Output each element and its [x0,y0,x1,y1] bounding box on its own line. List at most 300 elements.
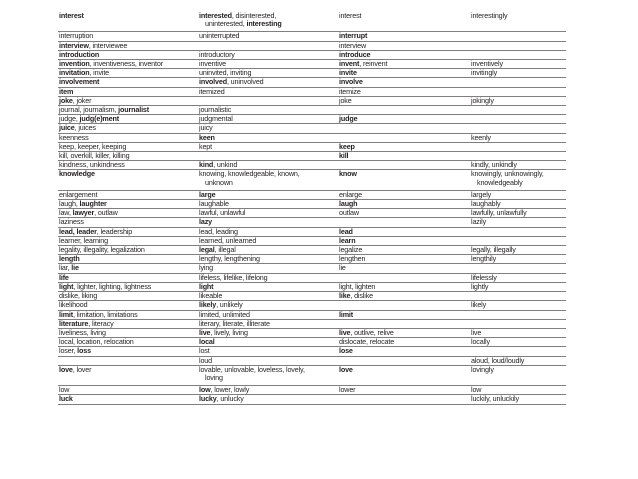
table-row [58,338,566,347]
adjective-cell [198,264,338,273]
adverb-cell [470,60,566,69]
word-family-table-sheet [58,12,566,405]
adverb-cell [470,347,566,356]
bold-word: low [199,385,211,395]
word-text: laughable [199,199,229,209]
bold-word: like [339,291,351,301]
adverb-cell [470,87,566,96]
adverb-cell [470,273,566,282]
adjective-cell [198,133,338,142]
adverb-cell [470,152,566,161]
word-text: luckily, unluckily [471,394,519,404]
adjective-cell [198,41,338,50]
adjective-cell [198,106,338,115]
bold-word: joke [59,96,73,105]
word-text: laughably [471,199,501,209]
word-text: enlarge [339,190,362,199]
bold-word: invention [59,59,90,69]
adverb-cell [470,32,566,41]
noun-cell [58,32,198,41]
word-text: kill, overkill, killer, killing [59,151,130,161]
word-text: , interviewee [88,41,128,50]
adverb-cell [470,218,566,227]
table-row [58,273,566,282]
adjective-cell [198,227,338,236]
verb-cell [338,96,470,105]
table-row [58,347,566,356]
noun-cell [58,106,198,115]
verb-cell [338,152,470,161]
adjective-cell [198,338,338,347]
table-row [58,282,566,291]
table-row [58,218,566,227]
verb-cell [338,115,470,124]
table-row [58,292,566,301]
adverb-cell [470,50,566,59]
word-text: , unlikely [216,300,243,310]
bold-word: lawyer [72,208,95,218]
table-row [58,328,566,337]
adjective-cell [198,347,338,356]
word-text: , disinterested, [231,12,277,20]
adjective-cell [198,319,338,328]
word-text: , leadership [96,227,133,236]
bold-word: interesting [246,19,282,29]
noun-cell [58,255,198,264]
noun-cell [58,60,198,69]
word-text: kindness, unkindness [59,160,125,170]
word-family-rows [58,12,566,404]
bold-word: live [339,328,351,337]
verb-cell [338,282,470,291]
noun-cell [58,78,198,87]
noun-cell [58,209,198,218]
noun-cell [58,87,198,96]
verb-cell [338,292,470,301]
bold-word: laugh [339,199,358,209]
adverb-cell [470,170,566,190]
bold-word: limit [339,310,354,319]
adjective-cell [198,395,338,404]
word-text: , lighter, lighting, lightness [73,282,152,291]
adjective-cell [198,255,338,264]
word-text: locally [471,337,490,347]
bold-word: lead [339,227,353,236]
adjective-cell [198,328,338,337]
bold-word: judg(e)ment [79,114,120,124]
word-text: likelihood [59,300,88,310]
adverb-cell [470,319,566,328]
noun-cell [58,50,198,59]
word-text: , literacy [88,319,114,328]
word-text: dislocate, relocate [339,337,395,347]
adjective-cell [198,236,338,245]
table-row [58,133,566,142]
verb-cell [338,301,470,310]
word-family-table [58,12,566,405]
verb-cell [338,78,470,87]
bold-word: lose [339,346,353,356]
table-row [58,50,566,59]
noun-cell [58,170,198,190]
adjective-cell [198,78,338,87]
word-text: keenness [59,133,89,142]
word-text: , uninvolved [226,77,264,87]
word-text: likeable [199,291,223,301]
bold-word: light [59,282,74,291]
adverb-cell [470,124,566,133]
table-row [58,124,566,133]
word-text: literary, literate, illiterate [199,319,270,328]
word-text: light, lighten [339,282,376,291]
word-text: lifelessly [471,273,497,282]
adverb-cell [470,12,566,32]
verb-cell [338,60,470,69]
noun-cell [58,227,198,236]
adjective-cell [198,273,338,282]
bold-word: light [199,282,214,291]
noun-cell [58,328,198,337]
noun-cell [58,190,198,199]
bold-word: juice [59,123,75,133]
noun-cell [58,69,198,78]
verb-cell [338,209,470,218]
word-text: lawful, unlawful [199,208,246,218]
table-row [58,96,566,105]
noun-cell [58,200,198,209]
bold-word: lazy [199,217,212,227]
verb-cell [338,161,470,170]
word-text: limited, unlimited [199,310,250,319]
adverb-cell [470,69,566,78]
table-row [58,319,566,328]
word-text: legalize [339,245,363,255]
table-row [58,106,566,115]
word-text: introductory [199,50,235,59]
bold-word: life [59,273,69,282]
bold-word: kind [199,160,214,170]
verb-cell [338,41,470,50]
bold-word: invite [339,68,357,78]
table-row [58,12,566,32]
bold-word: kill [339,151,349,161]
word-text: laugh, [59,199,80,209]
adjective-cell [198,142,338,151]
bold-word: interview [59,41,89,50]
word-text: , outlaw [94,208,118,218]
word-text: knowing, knowledgeable, known, [199,169,300,179]
word-text: journalistic [199,105,232,115]
word-text: laziness [59,217,84,227]
verb-cell [338,236,470,245]
word-text: lead, leading [199,227,238,236]
noun-cell [58,142,198,151]
noun-cell [58,12,198,32]
adjective-cell [198,124,338,133]
bold-word: legal [199,245,215,255]
word-text: joke [339,96,352,105]
word-text: knowledgeably [477,177,523,187]
adverb-cell [470,227,566,236]
word-text: lawfully, unlawfully [471,208,527,218]
word-text: lower [339,385,356,395]
word-text: dislike, liking [59,291,98,301]
noun-cell [58,292,198,301]
noun-cell [58,96,198,105]
bold-word: lie [71,263,79,273]
word-text: liar, [59,263,72,273]
word-text: local, location, relocation [59,337,134,347]
verb-cell [338,319,470,328]
noun-cell [58,356,198,365]
bold-word: love [59,365,73,374]
word-text: keenly [471,133,491,142]
bold-word: involvement [59,77,100,87]
adverb-cell [470,282,566,291]
bold-word: length [59,254,80,264]
noun-cell [58,133,198,142]
word-text: legality, illegality, legalization [59,245,145,255]
verb-cell [338,386,470,395]
table-row [58,190,566,199]
bold-word: interest [59,12,84,20]
word-text: inventively [471,59,503,69]
adverb-cell [470,142,566,151]
verb-cell [338,124,470,133]
verb-cell [338,356,470,365]
bold-word: luck [59,394,73,404]
verb-cell [338,273,470,282]
adverb-cell [470,255,566,264]
word-text: judgmental [199,114,233,124]
word-text: learned, unlearned [199,236,257,245]
noun-cell [58,41,198,50]
bold-word: item [59,87,74,96]
adverb-cell [470,236,566,245]
word-text: kept [199,142,212,151]
verb-cell [338,133,470,142]
bold-word: laughter [79,199,107,209]
adverb-cell [470,161,566,170]
word-text: lifeless, lifelike, lifelong [199,273,268,282]
adjective-cell [198,301,338,310]
word-text: lost [199,346,210,356]
verb-cell [338,190,470,199]
bold-word: introduce [339,50,371,59]
adjective-cell [198,218,338,227]
noun-cell [58,365,198,385]
bold-word: keep [339,142,355,151]
verb-cell [338,255,470,264]
bold-word: large [199,190,216,199]
table-row [58,209,566,218]
noun-cell [58,338,198,347]
adverb-cell [470,115,566,124]
adjective-cell [198,12,338,32]
adverb-cell [470,78,566,87]
noun-cell [58,310,198,319]
word-text: aloud, loud/loudly [471,356,525,365]
word-text: , reinvent [359,59,388,69]
adjective-cell [198,96,338,105]
word-text: unknown [205,177,233,187]
word-text: keep, keeper, keeping [59,142,127,151]
table-row [58,87,566,96]
verb-cell [338,395,470,404]
word-text: interruption [59,31,94,41]
word-text: lovable, unlovable, loveless, lovely, [199,365,305,374]
word-text: , lively, living [210,328,248,337]
table-row [58,386,566,395]
word-text: lazily [471,217,487,227]
word-text: kindly, unkindly [471,160,517,170]
table-row [58,170,566,190]
table-row [58,301,566,310]
noun-cell [58,273,198,282]
table-row [58,142,566,151]
word-text: lovingly [471,365,494,374]
bold-word: knowledge [59,169,95,179]
adverb-cell [470,106,566,115]
table-row [58,200,566,209]
adjective-cell [198,310,338,319]
bold-word: lead, leader [59,227,97,236]
adjective-cell [198,386,338,395]
adverb-cell [470,310,566,319]
word-text: , limitation, limitations [73,310,138,319]
table-row [58,161,566,170]
bold-word: invitation [59,68,90,78]
table-row [58,227,566,236]
word-text: interestingly [471,12,508,20]
noun-cell [58,236,198,245]
word-text: enlargement [59,190,98,199]
verb-cell [338,347,470,356]
word-text: itemized [199,87,225,96]
adverb-cell [470,301,566,310]
table-row [58,115,566,124]
adjective-cell [198,69,338,78]
noun-cell [58,319,198,328]
verb-cell [338,69,470,78]
adjective-cell [198,365,338,385]
word-text: , invite [89,68,110,78]
table-row [58,365,566,385]
adverb-cell [470,292,566,301]
verb-cell [338,264,470,273]
bold-word: local [199,337,215,347]
adjective-cell [198,356,338,365]
table-row [58,255,566,264]
noun-cell [58,282,198,291]
word-text: uninterrupted [199,31,240,41]
word-text: loser, [59,346,78,356]
bold-word: limit [59,310,74,319]
word-text: uninvited, inviting [199,68,252,78]
adverb-cell [470,356,566,365]
table-row [58,32,566,41]
word-text: , lower, lowly [210,385,250,395]
word-text: , outlive, relive [350,328,394,337]
adjective-cell [198,282,338,291]
bold-word: loss [77,346,91,356]
bold-word: journalist [118,105,150,115]
noun-cell [58,161,198,170]
bold-word: live [199,328,211,337]
word-text: , illegal [214,245,236,255]
word-text: , unkind [213,160,238,170]
word-text: , juices [74,123,96,133]
bold-word: love [339,365,353,374]
table-row [58,69,566,78]
verb-cell [338,246,470,255]
bold-word: involve [339,77,363,87]
bold-word: interrupt [339,31,368,41]
bold-word: interested [199,12,232,20]
table-row [58,246,566,255]
adverb-cell [470,133,566,142]
adjective-cell [198,200,338,209]
table-row [58,236,566,245]
adjective-cell [198,161,338,170]
word-text: juicy [199,123,213,133]
noun-cell [58,124,198,133]
word-text: low [59,385,70,395]
verb-cell [338,106,470,115]
adverb-cell [470,395,566,404]
adverb-cell [470,328,566,337]
word-text: learner, learning [59,236,108,245]
verb-cell [338,32,470,41]
table-row [58,78,566,87]
word-text: itemize [339,87,361,96]
bold-word: keen [199,133,215,142]
table-row [58,356,566,365]
adjective-cell [198,32,338,41]
verb-cell [338,200,470,209]
word-text: lightly [471,282,489,291]
word-text: lie [339,263,346,273]
word-text: legally, illegally [471,245,516,255]
bold-word: involved [199,77,227,87]
adjective-cell [198,170,338,190]
noun-cell [58,264,198,273]
verb-cell [338,142,470,151]
word-text: lying [199,263,214,273]
word-text: loud [199,356,212,365]
adjective-cell [198,292,338,301]
noun-cell [58,246,198,255]
table-row [58,310,566,319]
word-text: journal, journalism, [59,105,119,115]
word-text: live [471,328,482,337]
adverb-cell [470,96,566,105]
noun-cell [58,386,198,395]
verb-cell [338,365,470,385]
word-text: likely [471,300,487,310]
word-text: judge, [59,114,80,124]
adjective-cell [198,209,338,218]
noun-cell [58,115,198,124]
verb-cell [338,50,470,59]
word-text: liveliness, living [59,328,106,337]
noun-cell [58,152,198,161]
verb-cell [338,338,470,347]
bold-word: likely [199,300,217,310]
table-row [58,395,566,404]
word-text: , inventiveness, inventor [89,59,163,69]
verb-cell [338,310,470,319]
